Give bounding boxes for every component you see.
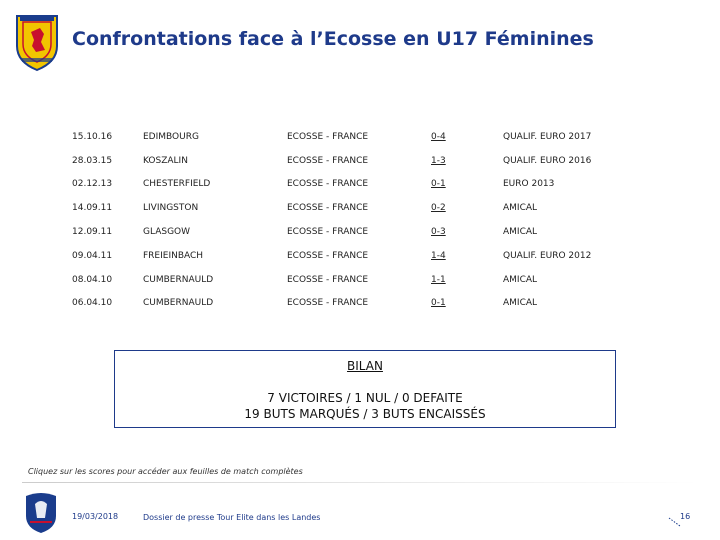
match-date: 06.04.10 (72, 298, 113, 308)
match-teams: ECOSSE - FRANCE (287, 275, 369, 285)
match-competition: QUALIF. EURO 2017 (503, 132, 592, 142)
bilan-box (114, 350, 616, 428)
match-venue: LIVINGSTON (143, 203, 199, 213)
match-date: 08.04.10 (72, 275, 113, 285)
match-date: 15.10.16 (72, 132, 113, 142)
match-teams: ECOSSE - FRANCE (287, 251, 369, 261)
page-corner-mark-icon (668, 516, 682, 528)
match-score-link[interactable]: 0-2 (431, 203, 446, 213)
match-score-link[interactable]: 0-4 (431, 132, 446, 142)
footer-divider (22, 482, 698, 483)
match-competition: AMICAL (503, 298, 538, 308)
match-venue: KOSZALIN (143, 156, 188, 166)
match-venue: FREIEINBACH (143, 251, 204, 261)
match-date: 12.09.11 (72, 227, 113, 237)
match-date: 14.09.11 (72, 203, 113, 213)
match-score-link[interactable]: 1-1 (431, 275, 446, 285)
match-competition: AMICAL (503, 275, 538, 285)
match-date: 02.12.13 (72, 179, 113, 189)
match-date: 28.03.15 (72, 156, 113, 166)
match-competition: QUALIF. EURO 2016 (503, 156, 592, 166)
match-venue: EDIMBOURG (143, 132, 199, 142)
bilan-goals: 19 BUTS MARQUÉS / 3 BUTS ENCAISSÉS (244, 407, 486, 421)
match-competition: AMICAL (503, 227, 538, 237)
match-date: 09.04.11 (72, 251, 113, 261)
match-competition: EURO 2013 (503, 179, 555, 189)
match-teams: ECOSSE - FRANCE (287, 156, 369, 166)
match-competition: AMICAL (503, 203, 538, 213)
match-teams: ECOSSE - FRANCE (287, 179, 369, 189)
footer-date: 19/03/2018 (72, 512, 119, 521)
match-score-link[interactable]: 0-3 (431, 227, 446, 237)
fff-crest-icon (24, 490, 58, 534)
match-teams: ECOSSE - FRANCE (287, 203, 369, 213)
bilan-record: 7 VICTOIRES / 1 NUL / 0 DEFAITE (267, 391, 463, 405)
bilan-title: BILAN (347, 359, 383, 373)
match-score-link[interactable]: 0-1 (431, 179, 446, 189)
match-competition: QUALIF. EURO 2012 (503, 251, 592, 261)
page-title: Confrontations face à l’Ecosse en U17 Féminines (72, 28, 594, 50)
match-score-link[interactable]: 1-3 (431, 156, 446, 166)
footer-document-title: Dossier de presse Tour Elite dans les Landes (143, 513, 321, 522)
match-teams: ECOSSE - FRANCE (287, 132, 369, 142)
page-number: 16 (680, 512, 691, 521)
scotland-fa-crest-icon (14, 12, 60, 72)
match-score-link[interactable]: 0-1 (431, 298, 446, 308)
match-teams: ECOSSE - FRANCE (287, 227, 369, 237)
scores-note: Cliquez sur les scores pour accéder aux feuilles de match complètes (28, 467, 303, 476)
match-venue: CUMBERNAULD (143, 298, 214, 308)
match-venue: CHESTERFIELD (143, 179, 211, 189)
match-teams: ECOSSE - FRANCE (287, 298, 369, 308)
match-venue: CUMBERNAULD (143, 275, 214, 285)
match-score-link[interactable]: 1-4 (431, 251, 446, 261)
match-venue: GLASGOW (143, 227, 191, 237)
